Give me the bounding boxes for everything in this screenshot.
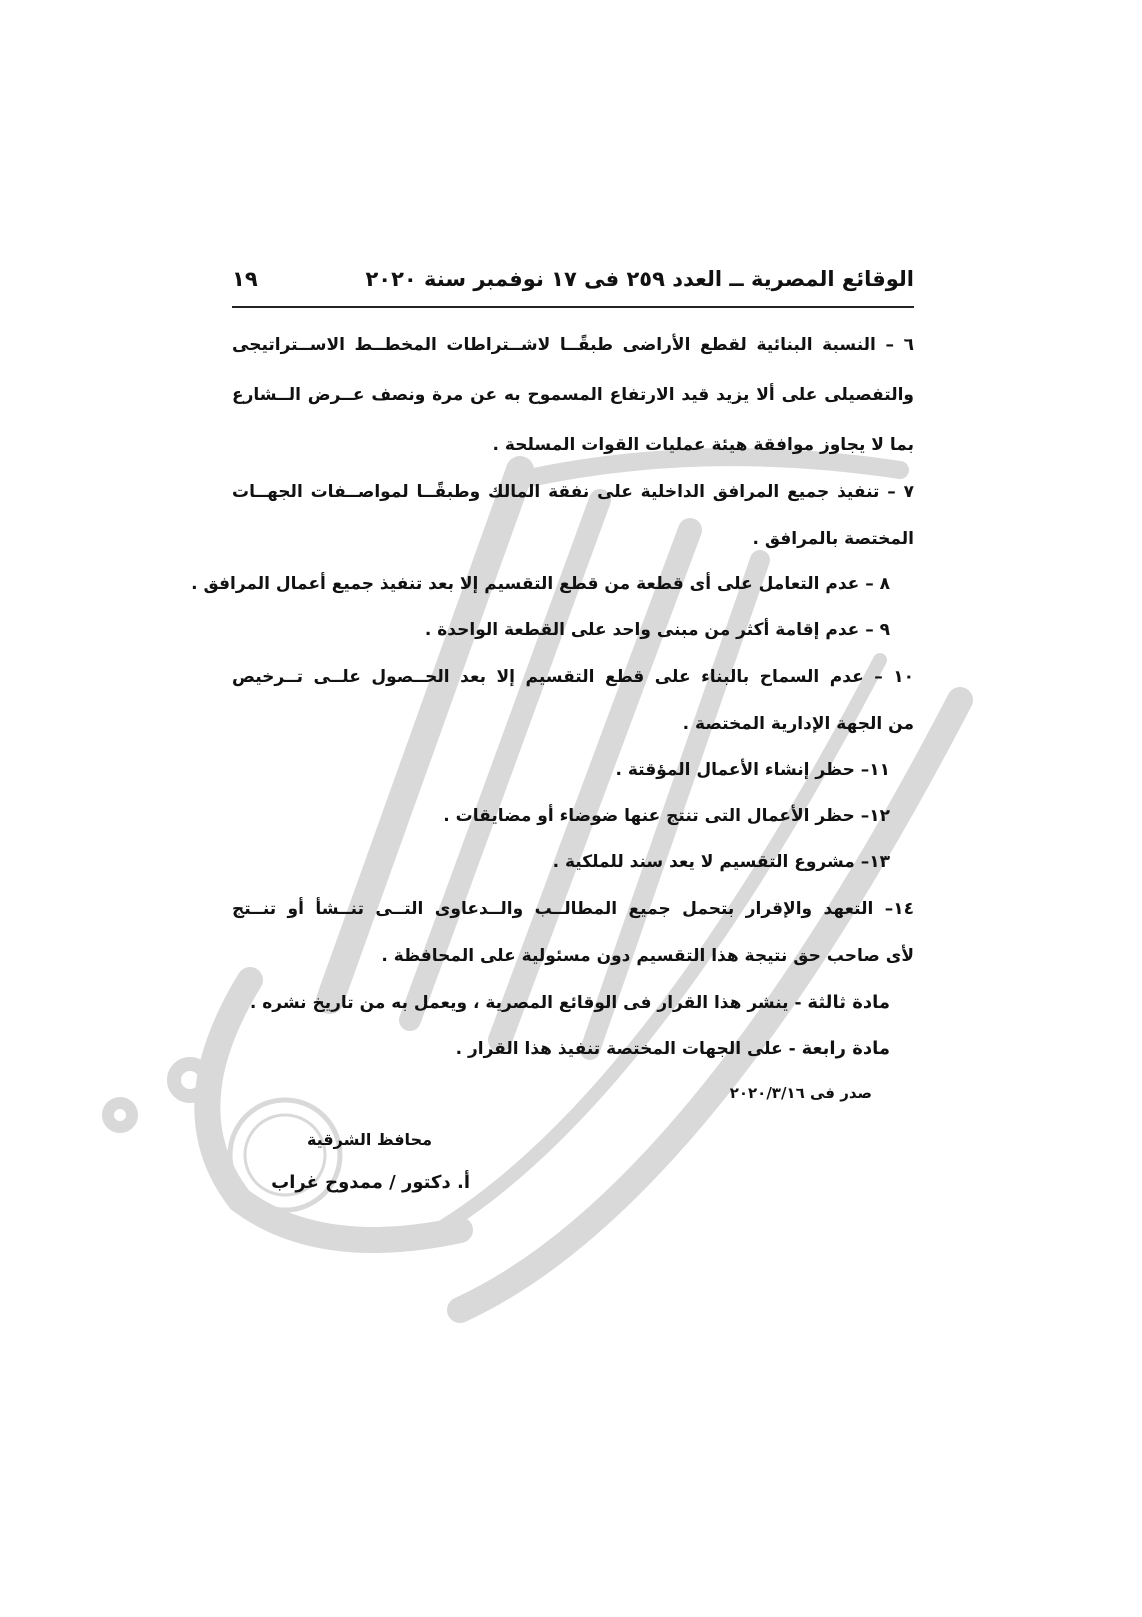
list-item-6-line-3: بما لا يجاوز موافقة هيئة عمليات القوات المسلحة . bbox=[492, 435, 914, 455]
list-item-8: ٨ – عدم التعامل على أى قطعة من قطع التقسيم إلا بعد تنفيذ جميع أعمال المرافق . bbox=[191, 574, 890, 594]
list-item-14-line-2: لأى صاحب حق نتيجة هذا التقسيم دون مسئولية على المحافظة . bbox=[381, 946, 914, 966]
article-four bbox=[456, 1038, 890, 1059]
article-four-text: - على الجهات المختصة تنفيذ هذا القرار . bbox=[455, 1039, 802, 1059]
article-three bbox=[250, 992, 890, 1013]
list-item-7-line-2: المختصة بالمرافق . bbox=[752, 529, 914, 549]
gazette-issue-title: الوقائع المصرية ــ العدد ٢٥٩ فى ١٧ نوفمبر سنة ٢٠٢٠ bbox=[365, 267, 914, 291]
article-three-text: - ينشر هذا القرار فى الوقائع المصرية ، ويعمل به من تاريخ نشره . bbox=[249, 993, 808, 1013]
governor-name: أ. دكتور / ممدوح غراب bbox=[271, 1172, 470, 1193]
governor-title: محافظ الشرقية bbox=[306, 1130, 432, 1149]
list-item-6-line-2: والتفصيلى على ألا يزيد قيد الارتفاع المسموح به عن مرة ونصف عــرض الــشارع bbox=[232, 385, 914, 405]
list-item-10-line-2: من الجهة الإدارية المختصة . bbox=[682, 714, 914, 734]
article-four-label: مادة رابعة bbox=[801, 1038, 890, 1059]
list-item-6-line-1: ٦ – النسبة البنائية لقطع الأراضى طبقًــا لاشــتراطات المخطــط الاســتراتيجى bbox=[232, 335, 914, 355]
issue-date-text: صدر فى ٢٠٢٠/٣/١٦ bbox=[729, 1084, 872, 1102]
list-item-11: ١١– حظر إنشاء الأعمال المؤقتة . bbox=[615, 760, 890, 780]
conditions-list bbox=[191, 0, 914, 1617]
list-item-14-line-1: ١٤– التعهد والإقرار بتحمل جميع المطالــب والــدعاوى التــى تنــشأ أو تنــتج bbox=[232, 899, 914, 919]
list-item-7-line-1: ٧ – تنفيذ جميع المرافق الداخلية على نفقة المالك وطبقًــا لمواصــفات الجهــات bbox=[232, 482, 914, 502]
list-item-13: ١٣– مشروع التقسيم لا يعد سند للملكية . bbox=[552, 852, 890, 872]
page-number: ١٩ bbox=[232, 267, 258, 291]
list-item-9: ٩ – عدم إقامة أكثر من مبنى واحد على القطعة الواحدة . bbox=[424, 620, 890, 640]
list-item-10-line-1: ١٠ – عدم السماح بالبناء على قطع التقسيم إلا بعد الحــصول علــى تــرخيص bbox=[232, 667, 914, 687]
article-three-label: مادة ثالثة bbox=[807, 992, 890, 1013]
list-item-12: ١٢– حظر الأعمال التى تنتج عنها ضوضاء أو مضايقات . bbox=[443, 806, 890, 826]
